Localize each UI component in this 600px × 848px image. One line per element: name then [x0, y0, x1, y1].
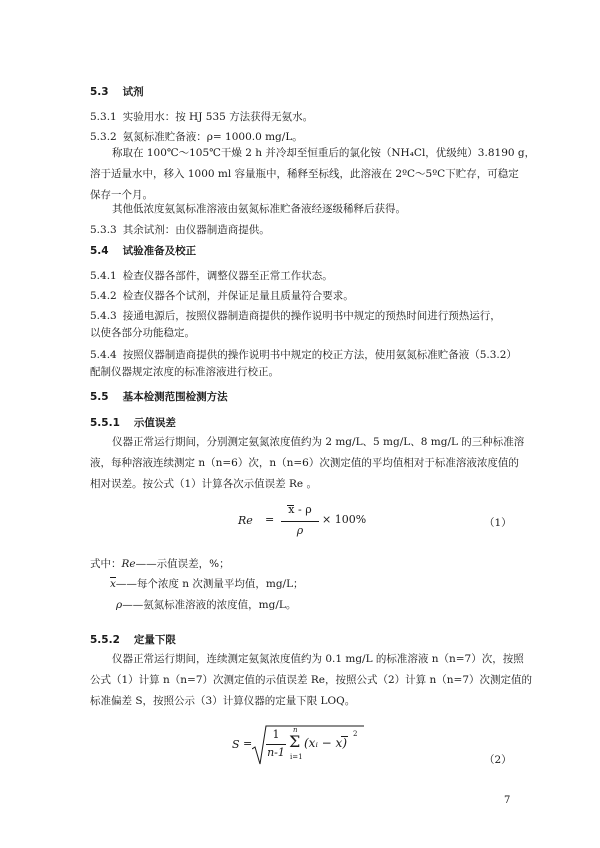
eq1-denominator: ρ: [296, 524, 304, 537]
equation-2: S = 1 n-1 n Σ i=1 (xᵢ − x) 2 （2）: [232, 726, 512, 766]
clause-5-4-4: 5.4.4 按照仪器制造商提供的操作说明书中规定的校正方法，使用氨氮标准贮备液（5.3.2）: [90, 349, 517, 361]
section-heading-5-5-2: 5.5.2 定量下限: [90, 634, 176, 646]
equation-1: Re = x - ρ ρ × 100% （1）: [238, 503, 512, 537]
equation-1-number: （1）: [484, 517, 512, 529]
section-heading-5-5-1: 5.5.1 示值误差: [90, 417, 176, 429]
section-heading-5-5: 5.5 基本检测范围检测方法: [90, 391, 228, 403]
definition-x: x——每个浓度 n 次测量平均值，mg/L；: [110, 578, 304, 590]
clause-5-4-1: 5.4.1 检查仪器各部件，调整仪器至正常工作状态。: [90, 270, 333, 282]
summation-sign: Σ: [289, 732, 301, 751]
section-heading-5-3: 5.3 试剂: [90, 86, 144, 98]
section-heading-5-4: 5.4 试验准备及校正: [90, 245, 197, 257]
clause-5-5-2-body: 仪器正常运行期间，连续测定氨氮浓度值约为 0.1 mg/L 的标准溶液 n（n=7）次，按照 公式（1）计算 n（n=7）次测定值的示值误差 Re，按照公式（2）计算 n（n=7）次测定值的 标准偏差 S，按照公示（3）计算仪器的定量下限 LOQ。: [90, 653, 532, 707]
clause-5-3-2-body: 称取在 100℃～105℃干燥 2 h 并冷却至恒重后的氯化铵（NH₄Cl，优级纯）3.8190 g， 溶于适量水中，移入 1000 ml 容量瓶中，稀释至标线，此溶液在 2ºC～5ºC下贮存，可稳定 保存一个月。: [90, 147, 536, 201]
definition-rho: ρ——氨氮标准溶液的浓度值，mg/L。: [116, 599, 297, 611]
eq2-fraction-bar: [266, 744, 286, 745]
equation-2-number: （2）: [484, 754, 512, 766]
clause-5-3-1: 5.3.1 实验用水：按 HJ 535 方法获得无氨水。: [90, 111, 314, 123]
clause-5-4-3-cont: 以使各部分功能稳定。: [90, 327, 195, 339]
eq1-xbar-overline: [287, 505, 294, 506]
clause-5-3-2: 5.3.2 氨氮标准贮备液：ρ= 1000.0 mg/L。: [90, 131, 303, 143]
page-number: 7: [504, 795, 511, 806]
clause-5-3-2-note: 其他低浓度氨氮标准溶液由氨氮标准贮备液经逐级稀释后获得。: [112, 203, 406, 215]
eq1-numerator: x - ρ: [288, 503, 312, 516]
clause-5-3-3: 5.3.3 其余试剂：由仪器制造商提供。: [90, 224, 270, 236]
clause-5-4-3: 5.4.3 接通电源后，按照仪器制造商提供的操作说明书中规定的预热时间进行预热运行，: [90, 310, 501, 322]
eq1-fraction-bar: [281, 521, 319, 522]
definition-re: 式中：Re——示值误差，%；: [90, 558, 230, 570]
eq2-xbar-overline: [341, 736, 348, 737]
clause-5-5-1-body: 仪器正常运行期间，分别测定氨氮浓度值约为 2 mg/L、5 mg/L、8 mg/L 的三种标准溶 液，每种溶液连续测定 n（n=6）次，n（n=6）次测定值的平均值相对于标准溶液浓度值的 相对误差。按公式（1）计算各次示值误差 Re 。: [90, 436, 525, 490]
clause-5-4-2: 5.4.2 检查仪器各个试剂，并保证足量且质量符合要求。: [90, 290, 354, 302]
clause-5-4-4-cont: 配制仪器规定浓度的标准溶液进行校正。: [90, 366, 279, 378]
